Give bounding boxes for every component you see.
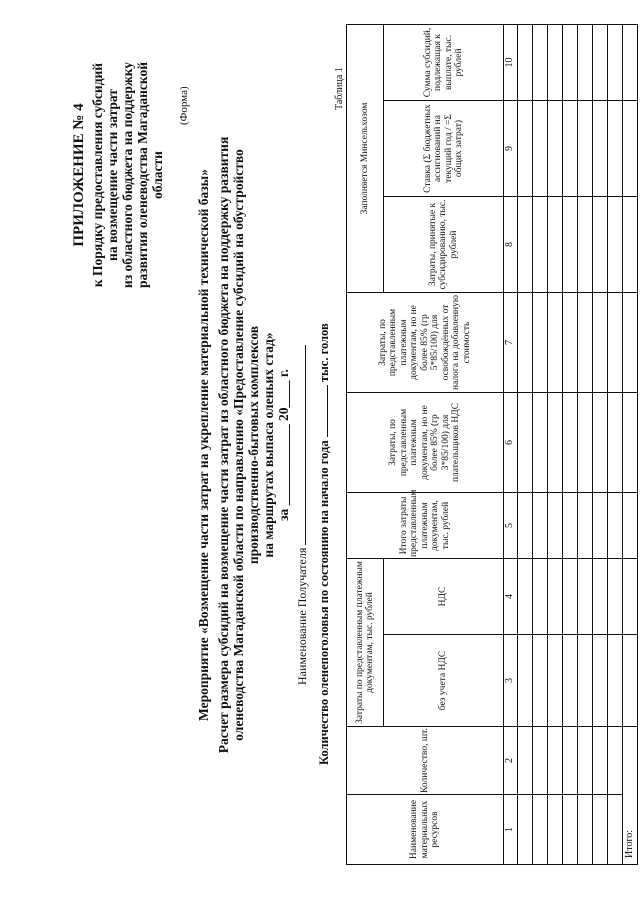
header-total-costs: Итого затраты представленным платежным документам, тыс. рублей: [347, 493, 504, 559]
table-row: [533, 24, 548, 864]
table-row: [608, 24, 623, 864]
form-label: (Форма): [178, 86, 190, 125]
header-costs-vat-exempt: Затраты, по представленным платежным документам, но не более 85% (гр 5*85/100) для освобождённых от налога на добавленную стоимость: [347, 293, 504, 393]
header-rate: Ставка (Σ бюджетных ассигнований на текущий год / =Σ общих затрат): [384, 101, 504, 197]
period-suffix: г.: [276, 369, 291, 378]
col-number: 4: [504, 559, 518, 635]
table-row: [548, 24, 563, 864]
col-number: 9: [504, 101, 518, 197]
herd-unit: тыс. голов: [317, 323, 331, 383]
recipient-field[interactable]: [294, 345, 306, 545]
header-quantity: Количество, шт.: [347, 727, 504, 795]
col-number: 8: [504, 197, 518, 293]
recipient-label: Наименование Получателя: [295, 547, 309, 685]
appendix-line: на возмещение части затрат: [105, 89, 120, 261]
appendix-line: из областного бюджета на поддержку: [120, 61, 135, 289]
calculation-title: [216, 95, 291, 795]
calc-line: Расчет размера субсидий на возмещение части затрат из областного бюджета на поддержку развития: [216, 136, 231, 754]
col-number: 5: [504, 493, 518, 559]
col-number: 2: [504, 727, 518, 795]
appendix-line: к Порядку предоставления субсидий: [90, 62, 105, 288]
header-subsidy-sum: Сумма субсидий, подлежащая к выплате, тыс. рублей: [384, 24, 504, 100]
appendix-header: [72, 5, 165, 345]
table-row: [578, 24, 593, 864]
measure-title: Мероприятие «Возмещение части затрат на укрепление материальной технической базы»: [196, 169, 211, 721]
header-without-vat: без учета НДС: [384, 635, 504, 727]
table-label: Таблица 1: [334, 67, 345, 110]
total-row: [623, 24, 638, 864]
appendix-title: ПРИЛОЖЕНИЕ № 4: [71, 103, 87, 247]
recipient-line: [294, 345, 310, 685]
header-accepted-costs: Затраты, принятые к субсидированию, тыс. рублей: [384, 197, 504, 293]
col-number: 7: [504, 293, 518, 393]
table-row: [518, 24, 533, 864]
herd-label: Количество оленепоголовья по состоянию на начало года: [317, 440, 331, 765]
calc-line: оленеводства Магаданской области по направлению «Предоставление субсидий на обустройство: [231, 149, 246, 741]
header-costs-vat-payers: Затраты, по представленным платежным документам, но не более 85% (гр 3*85/100) для плательщиков НДС: [347, 393, 504, 493]
col-number: 1: [504, 795, 518, 865]
appendix-line: развития оленеводства Магаданской: [135, 61, 150, 289]
calc-line: производственно-бытовых комплексов: [246, 325, 261, 565]
appendix-line: области: [150, 151, 165, 199]
header-ministry: Заполняется Минсельхозом: [347, 24, 384, 292]
table-row: [563, 24, 578, 864]
period-prefix: за: [276, 508, 291, 521]
herd-line: [316, 323, 332, 765]
subsidy-table: [346, 24, 638, 865]
col-number: 6: [504, 393, 518, 493]
col-number: 10: [504, 24, 518, 100]
header-costs-group: Затраты по представленным платежным документам, тыс. рублей: [347, 559, 384, 727]
calc-line: на маршрутах выпаса оленьих стад»: [261, 332, 276, 558]
table-row: [593, 24, 608, 864]
header-vat: НДС: [384, 559, 504, 635]
total-label: Итого:: [623, 727, 638, 865]
col-number: 3: [504, 635, 518, 727]
herd-field[interactable]: [316, 385, 328, 437]
period-line: за ____________ 20____ г.: [276, 369, 291, 521]
period-year: 20: [276, 407, 291, 421]
header-materials: Наименование материальных ресурсов: [347, 795, 504, 865]
